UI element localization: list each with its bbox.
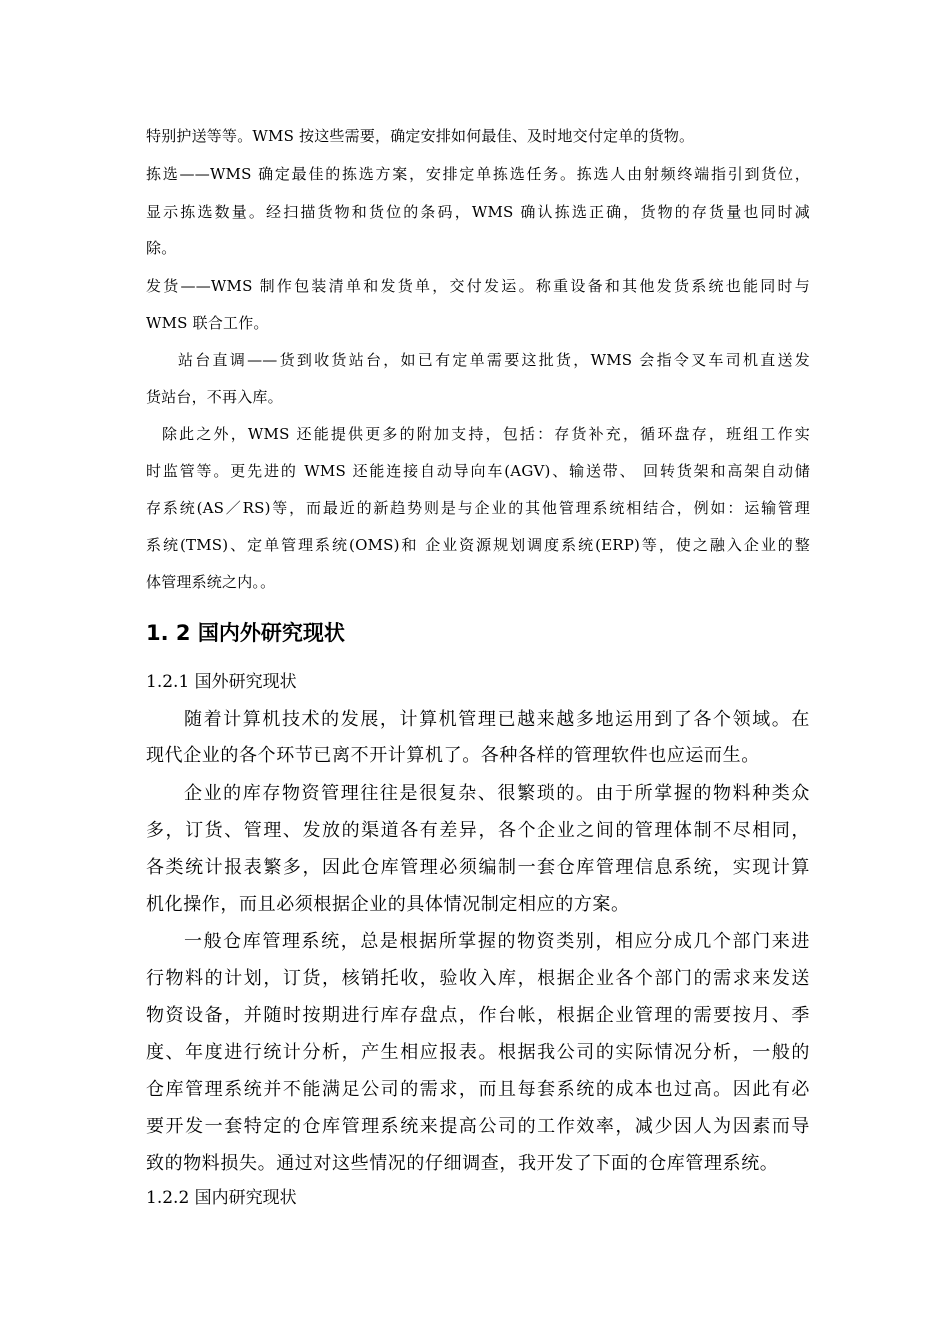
paragraph-line: 行物料的计划，订货，核销托收，验收入库，根据企业各个部门的需求来发送: [146, 968, 810, 989]
section-heading: 1. 2 国内外研究现状: [146, 621, 345, 645]
paragraph-line: 发货——WMS 制作包装清单和发货单，交付发运。称重设备和其他发货系统也能同时与: [146, 277, 810, 295]
paragraph-line: 多，订货、管理、发放的渠道各有差异，各个企业之间的管理体制不尽相同，: [146, 820, 810, 841]
subsection-heading: 1.2.2 国内研究现状: [146, 1188, 297, 1208]
paragraph-line: WMS 联合工作。: [146, 314, 269, 332]
paragraph-line: 致的物料损失。通过对这些情况的仔细调查，我开发了下面的仓库管理系统。: [146, 1153, 779, 1174]
paragraph-line: 除。: [146, 239, 177, 257]
paragraph-line: 物资设备，并随时按期进行库存盘点，作台帐，根据企业管理的需要按月、季: [146, 1005, 810, 1026]
paragraph-line: 显示拣选数量。经扫描货物和货位的条码，WMS 确认拣选正确，货物的存货量也同时减: [146, 203, 810, 221]
paragraph-line: 度、年度进行统计分析，产生相应报表。根据我公司的实际情况分析，一般的: [146, 1042, 810, 1063]
paragraph-line: 特别护送等等。WMS 按这些需要，确定安排如何最佳、及时地交付定单的货物。: [146, 127, 695, 145]
subsection-heading: 1.2.1 国外研究现状: [146, 672, 297, 692]
paragraph-line: 各类统计报表繁多，因此仓库管理必须编制一套仓库管理信息系统，实现计算: [146, 857, 810, 878]
paragraph-line: 机化操作，而且必须根据企业的具体情况制定相应的方案。: [146, 894, 630, 915]
paragraph-line: 时监管等。更先进的 WMS 还能连接自动导向车(AGV)、输送带、 回转货架和高架自动储: [146, 462, 810, 480]
paragraph-line: 要开发一套特定的仓库管理系统来提高公司的工作效率，减少因人为因素而导: [146, 1116, 810, 1137]
paragraph-line: 仓库管理系统并不能满足公司的需求，而且每套系统的成本也过高。因此有必: [146, 1079, 810, 1100]
paragraph-line: 体管理系统之内。。: [146, 573, 276, 591]
paragraph-line: 除此之外，WMS 还能提供更多的附加支持，包括：存货补充，循环盘存，班组工作实: [162, 425, 810, 443]
paragraph-line: 站台直调——货到收货站台，如已有定单需要这批货，WMS 会指令叉车司机直送发: [178, 351, 810, 369]
paragraph-line: 货站台，不再入库。: [146, 388, 283, 406]
paragraph-line: 拣选——WMS 确定最佳的拣选方案，安排定单拣选任务。拣选人由射频终端指引到货位，: [146, 165, 810, 183]
paragraph-line: 系统(TMS)、定单管理系统(OMS)和 企业资源规划调度系统(ERP)等，使之融入企业的整: [146, 536, 810, 554]
paragraph-line: 随着计算机技术的发展，计算机管理已越来越多地运用到了各个领域。在: [184, 709, 810, 730]
paragraph-line: 现代企业的各个环节已离不开计算机了。各种各样的管理软件也应运而生。: [146, 745, 760, 766]
paragraph-line: 一般仓库管理系统，总是根据所掌握的物资类别，相应分成几个部门来进: [184, 931, 810, 952]
paragraph-line: 存系统(AS／RS)等，而最近的新趋势则是与企业的其他管理系统相结合，例如：运输管理: [146, 499, 810, 517]
paragraph-line: 企业的库存物资管理往往是很复杂、很繁琐的。由于所掌握的物料种类众: [184, 783, 810, 804]
